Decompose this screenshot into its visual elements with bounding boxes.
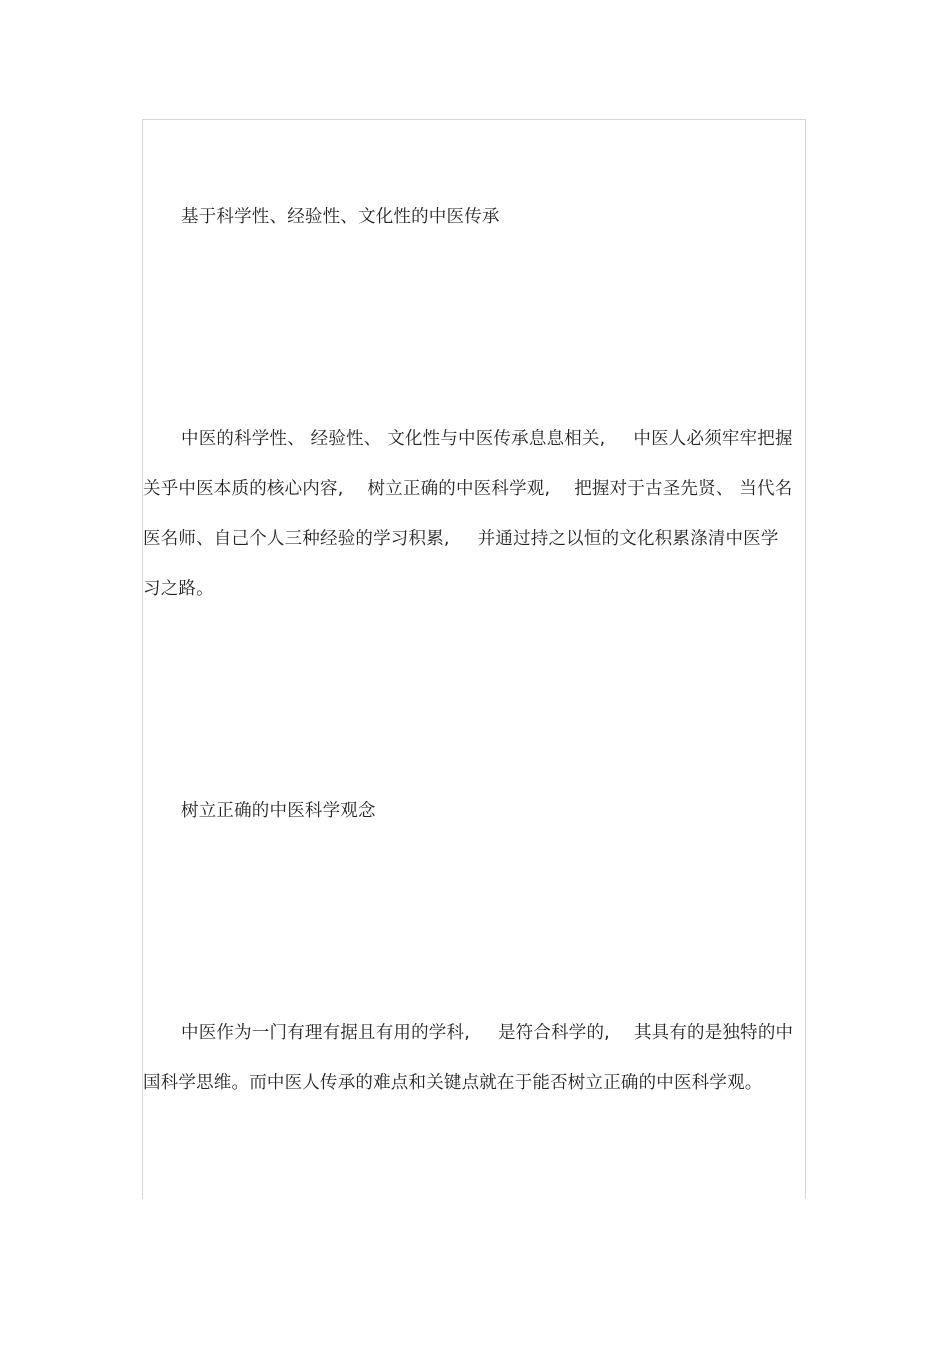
paragraph-line [143, 524, 805, 574]
paragraph-line [143, 424, 805, 474]
text-run: 中医的科学性、 经验性、 文化性与中医传承息息相关, [181, 429, 606, 449]
text-run: 医名师、自己个人三种经验的学习积累, [143, 529, 450, 549]
text-run: 树立正确的中医科学观, [367, 479, 551, 499]
paragraph-heritage [143, 424, 805, 624]
paragraph-line [143, 474, 805, 524]
text-run: 是符合科学的, [497, 1023, 610, 1043]
paragraph-line: 国科学思维。而中医人传承的难点和关键点就在于能否树立正确的中医科学观。 [143, 1073, 763, 1093]
text-run: 把握对于古圣先贤、 当代名 [574, 479, 793, 499]
section-heading-heritage [143, 202, 805, 252]
paragraph-science [143, 1018, 805, 1118]
text-run: 中医人必须牢牢把握 [633, 429, 793, 449]
text-run: 关乎中医本质的核心内容, [143, 479, 344, 499]
text-run: 中医作为一门有理有据且有用的学科, [181, 1023, 470, 1043]
text-run: 其具有的是独特的中 [633, 1023, 794, 1043]
paragraph-line: 习之路。 [143, 579, 214, 599]
text-run: 并通过持之以恒的文化积累涤清中医学 [477, 529, 779, 549]
section-heading-science [143, 796, 805, 846]
heading-text: 基于科学性、经验性、文化性的中医传承 [181, 207, 500, 227]
heading-text: 树立正确的中医科学观念 [181, 801, 376, 821]
paragraph-line [143, 1018, 805, 1068]
